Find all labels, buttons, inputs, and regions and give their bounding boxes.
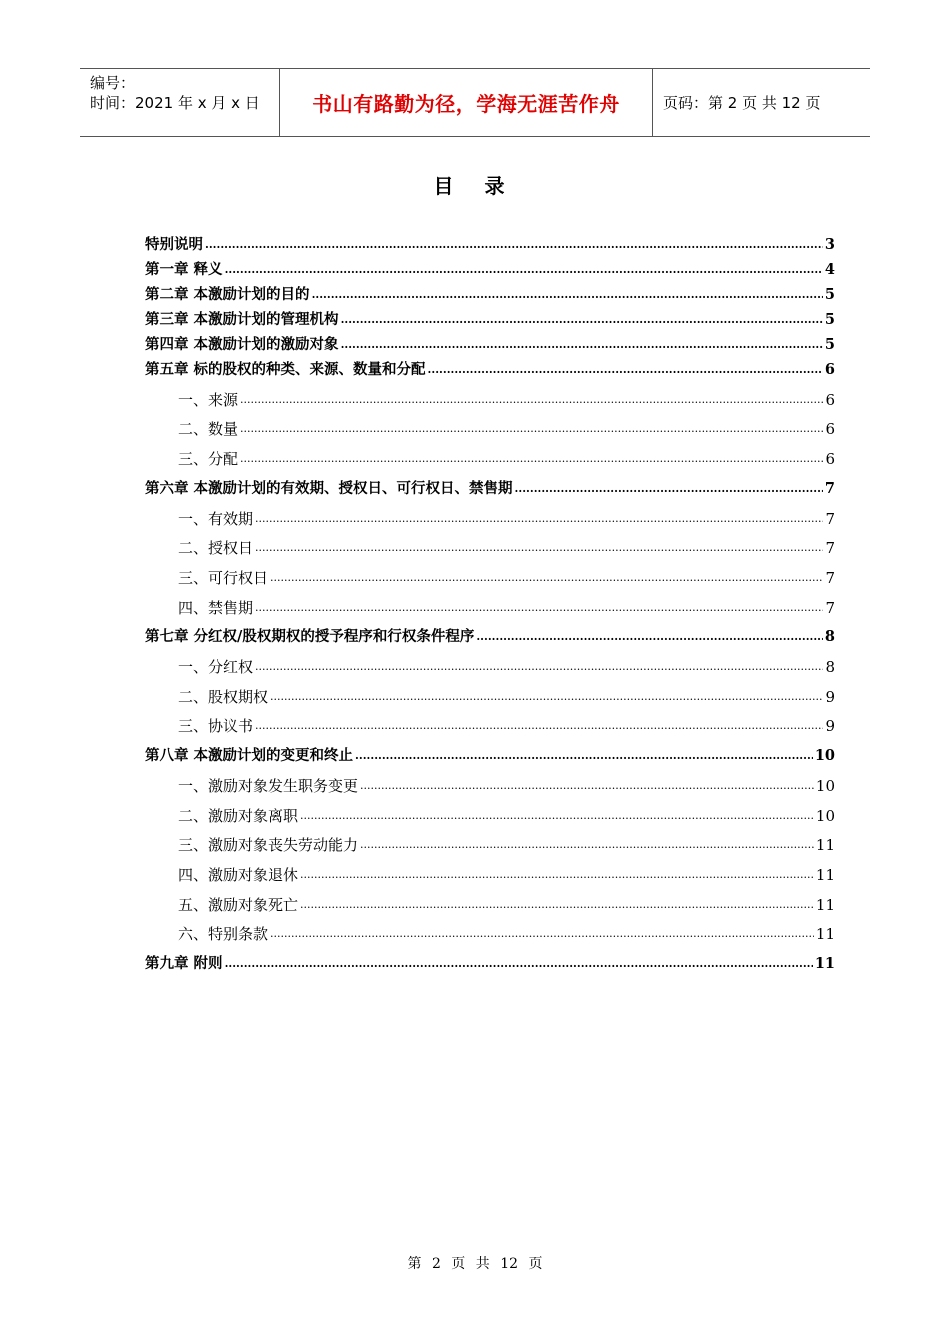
toc-entry-page: 10 bbox=[814, 747, 835, 765]
toc-section-entry[interactable] bbox=[145, 805, 835, 827]
toc-entry-page: 7 bbox=[825, 539, 835, 558]
toc-entry-label: 第九章 附则 bbox=[145, 955, 223, 972]
header-meta bbox=[80, 69, 280, 136]
page-footer: 第 2 页 共 12 页 bbox=[407, 1256, 543, 1272]
toc-section-entry[interactable] bbox=[145, 923, 835, 945]
toc-entry-label: 第二章 本激励计划的目的 bbox=[145, 286, 310, 303]
toc-chapter-entry[interactable] bbox=[145, 259, 835, 281]
toc-title: 目 录 bbox=[433, 174, 517, 198]
toc-entry-label: 一、有效期 bbox=[178, 509, 254, 528]
toc-entry-page: 8 bbox=[824, 628, 835, 646]
toc-entry-page: 6 bbox=[825, 450, 835, 469]
toc-leader-dots bbox=[225, 956, 813, 972]
toc-chapter-entry[interactable] bbox=[145, 478, 835, 500]
header-motto: 书山有路勤为径，学海无涯苦作舟 bbox=[280, 69, 653, 136]
toc-entry-page: 7 bbox=[825, 598, 835, 617]
toc-entry-label: 第八章 本激励计划的变更和终止 bbox=[145, 747, 354, 765]
toc-entry-page: 11 bbox=[815, 865, 835, 884]
toc-leader-dots bbox=[300, 808, 814, 824]
toc-entry-label: 二、数量 bbox=[178, 420, 239, 439]
toc-entry-label: 特别说明 bbox=[145, 236, 203, 253]
toc-leader-dots bbox=[240, 421, 823, 437]
toc-leader-dots bbox=[300, 867, 814, 883]
toc-entry-label: 五、激励对象死亡 bbox=[178, 895, 299, 914]
toc-entry-page: 3 bbox=[824, 236, 835, 253]
toc-leader-dots bbox=[255, 659, 823, 675]
toc-leader-dots bbox=[270, 570, 823, 586]
toc-leader-dots bbox=[240, 451, 823, 467]
toc-section-entry[interactable] bbox=[145, 567, 835, 589]
toc-entry-label: 三、可行权日 bbox=[178, 568, 269, 587]
page-header bbox=[80, 68, 870, 137]
toc-section-entry[interactable] bbox=[145, 418, 835, 440]
toc-section-entry[interactable] bbox=[145, 894, 835, 916]
document-number: 编号： bbox=[90, 74, 136, 92]
toc-chapter-entry[interactable] bbox=[145, 309, 835, 331]
toc-entry-page: 11 bbox=[815, 836, 835, 855]
toc-entry-label: 四、禁售期 bbox=[178, 598, 254, 617]
toc-leader-dots bbox=[515, 481, 823, 497]
toc-entry-page: 5 bbox=[824, 311, 835, 328]
toc-leader-dots bbox=[255, 540, 823, 556]
toc-entry-page: 6 bbox=[825, 390, 835, 409]
document-time: 时间：2021 年 x 月 x 日 bbox=[90, 94, 260, 112]
toc-entry-label: 三、激励对象丧失劳动能力 bbox=[178, 836, 359, 855]
toc-section-entry[interactable] bbox=[145, 448, 835, 470]
toc-section-entry[interactable] bbox=[145, 537, 835, 559]
toc-leader-dots bbox=[428, 362, 823, 378]
toc-entry-label: 第六章 本激励计划的有效期、授权日、可行权日、禁售期 bbox=[145, 479, 513, 497]
toc-entry-label: 第一章 释义 bbox=[145, 261, 223, 278]
toc-leader-dots bbox=[300, 897, 814, 913]
toc-entry-page: 6 bbox=[824, 361, 835, 378]
toc-leader-dots bbox=[255, 600, 823, 616]
toc-leader-dots bbox=[270, 926, 814, 942]
toc-chapter-entry[interactable] bbox=[145, 234, 835, 256]
toc-section-entry[interactable] bbox=[145, 389, 835, 411]
toc-entry-page: 7 bbox=[825, 509, 835, 528]
toc-entry-page: 7 bbox=[824, 479, 835, 497]
toc-entry-label: 二、授权日 bbox=[178, 539, 254, 558]
toc-section-entry[interactable] bbox=[145, 715, 835, 737]
toc-leader-dots bbox=[341, 337, 823, 353]
toc-leader-dots bbox=[240, 392, 823, 408]
toc-entry-label: 一、激励对象发生职务变更 bbox=[178, 776, 359, 795]
toc-entry-label: 一、分红权 bbox=[178, 658, 254, 676]
toc-entry-label: 三、分配 bbox=[178, 450, 239, 469]
toc-chapter-entry[interactable] bbox=[145, 953, 835, 975]
toc-section-entry[interactable] bbox=[145, 834, 835, 856]
toc-section-entry[interactable] bbox=[145, 686, 835, 708]
toc-chapter-entry[interactable] bbox=[145, 626, 835, 648]
toc-entry-page: 5 bbox=[824, 286, 835, 303]
toc-entry-label: 三、协议书 bbox=[178, 717, 254, 736]
toc-entry-label: 一、来源 bbox=[178, 390, 239, 409]
toc-leader-dots bbox=[360, 837, 814, 853]
toc-chapter-entry[interactable] bbox=[145, 334, 835, 356]
toc-leader-dots bbox=[360, 778, 814, 794]
toc-leader-dots bbox=[270, 689, 823, 705]
toc-entry-page: 11 bbox=[814, 955, 835, 972]
toc-entry-page: 11 bbox=[815, 895, 835, 914]
toc-section-entry[interactable] bbox=[145, 597, 835, 619]
toc-entry-page: 10 bbox=[815, 806, 835, 825]
toc-entry-label: 二、股权期权 bbox=[178, 687, 269, 706]
toc-chapter-entry[interactable] bbox=[145, 359, 835, 381]
toc-leader-dots bbox=[355, 748, 813, 764]
toc-section-entry[interactable] bbox=[145, 864, 835, 886]
toc-chapter-entry[interactable] bbox=[145, 284, 835, 306]
toc-entry-page: 6 bbox=[825, 420, 835, 439]
header-page-info: 页码：第 2 页 共 12 页 bbox=[663, 94, 821, 112]
toc-entry-page: 10 bbox=[815, 776, 835, 795]
toc-entry-page: 9 bbox=[825, 717, 835, 736]
toc-leader-dots bbox=[476, 629, 823, 645]
toc-section-entry[interactable] bbox=[145, 656, 835, 678]
toc-entry-label: 二、激励对象离职 bbox=[178, 806, 299, 825]
toc-entry-page: 8 bbox=[825, 658, 835, 676]
toc-leader-dots bbox=[225, 262, 823, 278]
toc-entry-label: 四、激励对象退休 bbox=[178, 865, 299, 884]
toc-entry-page: 7 bbox=[825, 568, 835, 587]
toc-leader-dots bbox=[255, 718, 823, 734]
toc-entry-label: 第四章 本激励计划的激励对象 bbox=[145, 336, 339, 353]
toc-leader-dots bbox=[341, 312, 823, 328]
toc-leader-dots bbox=[255, 511, 823, 527]
toc-section-entry[interactable] bbox=[145, 775, 835, 797]
toc-entry-label: 第三章 本激励计划的管理机构 bbox=[145, 311, 339, 328]
toc-entry-label: 六、特别条款 bbox=[178, 925, 269, 944]
toc-entry-label: 第五章 标的股权的种类、来源、数量和分配 bbox=[145, 361, 426, 378]
toc-entry-label: 第七章 分红权/股权期权的授予程序和行权条件程序 bbox=[145, 628, 475, 646]
toc-chapter-entry[interactable] bbox=[145, 745, 835, 767]
toc-leader-dots bbox=[312, 287, 823, 303]
toc-entry-page: 11 bbox=[815, 925, 835, 944]
toc-leader-dots bbox=[205, 237, 823, 253]
toc-entry-page: 5 bbox=[824, 336, 835, 353]
toc-entry-page: 4 bbox=[824, 261, 835, 278]
toc-entry-page: 9 bbox=[825, 687, 835, 706]
toc-section-entry[interactable] bbox=[145, 508, 835, 530]
